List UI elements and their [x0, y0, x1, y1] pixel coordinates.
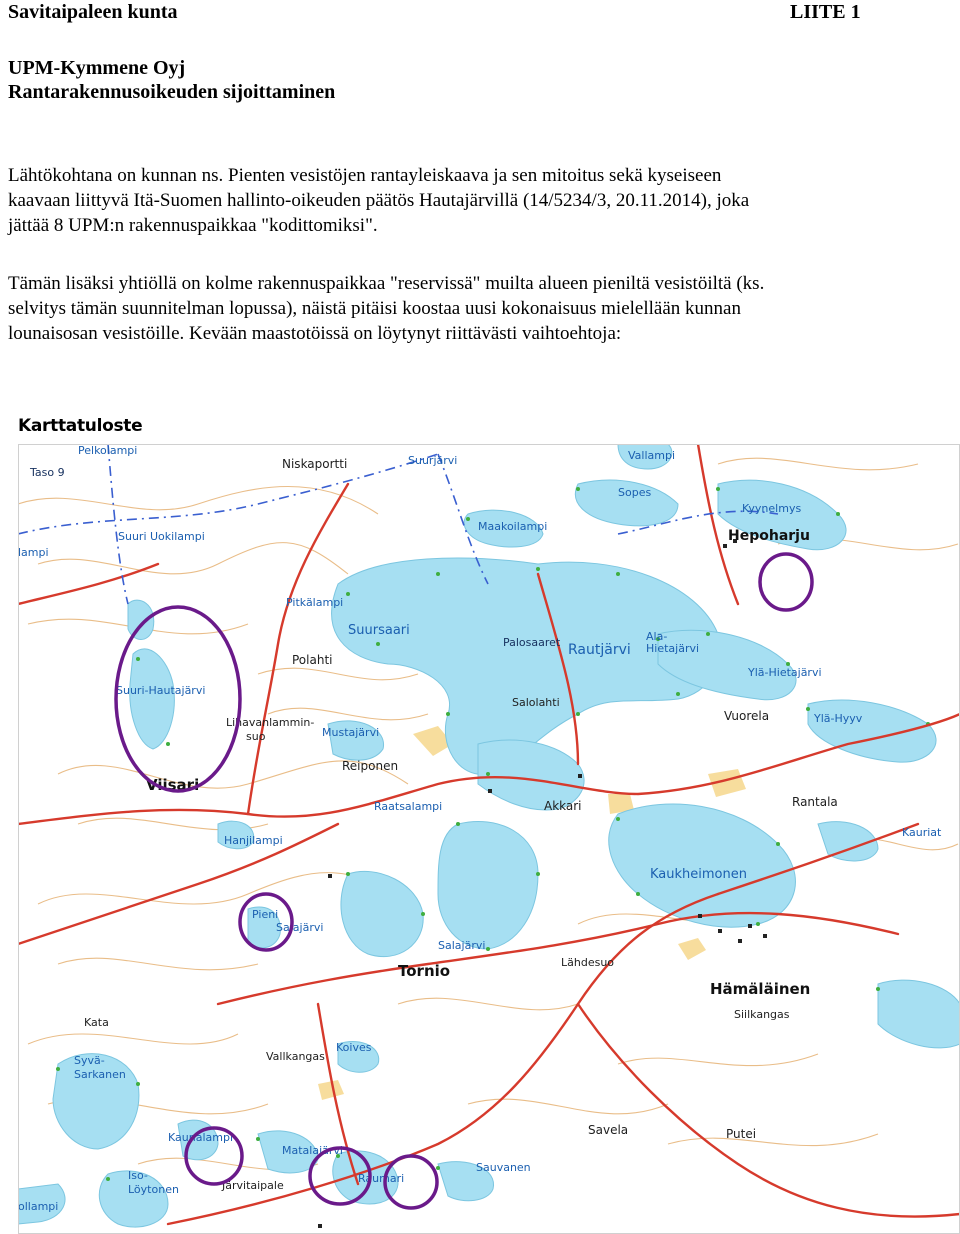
label-polahti: Polahti — [292, 653, 333, 667]
label-niskaportti: Niskaportti — [282, 457, 348, 471]
label-kaukheimonen: Kaukheimonen — [650, 867, 747, 882]
label-sauvanen: Sauvanen — [476, 1161, 531, 1174]
label-suursaari: Suursaari — [348, 623, 410, 638]
text-line: lounaisosan vesistöille. Kevään maastotöissä on löytynyt riittävästi vaihtoehtoja: — [8, 323, 622, 344]
label-pieni-2: Salajärvi — [276, 921, 324, 934]
intro-paragraph — [8, 163, 956, 238]
label-yla-hyva: Ylä-Hyyv — [814, 712, 863, 725]
label-salajarvi: Salajärvi — [438, 939, 486, 952]
label-lihavanlammin-1: Lihavanlammin- — [226, 716, 315, 729]
label-iso-2: Löytonen — [128, 1183, 179, 1196]
label-kaurial: Kauriat — [902, 826, 942, 839]
label-koives: Koives — [336, 1041, 372, 1054]
label-pitkalampi: Pitkälampi — [286, 596, 344, 609]
text-line: jättää 8 UPM:n rakennuspaikkaa "kodittomiksi". — [8, 215, 378, 236]
label-kyynelmys: Kyynelmys — [742, 502, 802, 515]
label-mustajarvi: Mustajärvi — [322, 726, 380, 739]
label-yla-hietajarvi: Ylä-Hietajärvi — [748, 666, 822, 679]
label-suurjarvi: Suurjärvi — [408, 454, 458, 467]
label-putei: Putei — [726, 1127, 757, 1141]
label-palosaaret: Palosaaret — [503, 636, 561, 649]
label-ala-hietajarvi-2: Hietajärvi — [646, 642, 700, 655]
label-savela: Savela — [588, 1123, 629, 1137]
label-lihavanlammin-2: suo — [246, 730, 266, 743]
appendix-label: LIITE 1 — [790, 1, 861, 23]
label-raumari: Raumari — [358, 1172, 405, 1185]
label-syva-1: Syvä- — [74, 1054, 105, 1067]
label-ala-hietajarvi-1: Ala- — [646, 630, 668, 643]
label-akkari: Akkari — [544, 799, 582, 813]
topographic-map — [18, 444, 960, 1234]
text-line: selvitys tämän suunnitelman lopussa), näistä pitäisi koostaa uusi kokonaisuus mielellään kunnan — [8, 298, 741, 319]
label-lahdesuo: Lähdesuo — [561, 956, 615, 969]
label-kaunalampi: Kaunalampi — [168, 1131, 233, 1144]
label-ollampi: ollampi — [18, 1200, 59, 1213]
label-rautjarvi: Rautjärvi — [568, 642, 631, 658]
text-line: Tämän lisäksi yhtiöllä on kolme rakennuspaikkaa "reservissä" muilta alueen pieniltä vesistöiltä (ks. — [8, 273, 765, 294]
map-printout-title: Karttatuloste — [18, 416, 143, 436]
label-hamalainen: Hämäläinen — [710, 980, 811, 998]
label-suuri-hautajarvi: Suuri-Hautajärvi — [116, 684, 206, 697]
label-siilkangas: Siilkangas — [734, 1008, 790, 1021]
label-iso-1: Iso- — [128, 1169, 148, 1182]
label-jarvitaipale: Järvitaipale — [222, 1179, 284, 1192]
label-raatsalampi: Raatsalampi — [374, 800, 443, 813]
label-hepoharju: Hepoharju — [728, 528, 810, 544]
label-kata: Kata — [84, 1016, 109, 1029]
reserve-paragraph — [8, 271, 956, 346]
label-suuri-uokilampi: Suuri Uokilampi — [118, 530, 205, 543]
municipality-name: Savitaipaleen kunta — [8, 1, 178, 23]
label-vallampi: Vallampi — [628, 449, 676, 462]
label-vuorela: Vuorela — [724, 709, 770, 723]
document-subject: Rantarakennusoikeuden sijoittaminen — [8, 81, 336, 103]
label-matalajarvi: Matalajärvi — [282, 1144, 343, 1157]
label-lampi: lampi — [18, 546, 49, 559]
label-pieni-1: Pieni — [252, 908, 279, 921]
label-maakoilampi: Maakoilampi — [478, 520, 548, 533]
label-viisari: Viisari — [146, 776, 200, 794]
label-sopes: Sopes — [618, 486, 652, 499]
label-reiponen: Reiponen — [342, 759, 399, 773]
label-salolahti: Salolahti — [512, 696, 560, 709]
label-tornio: Tornio — [398, 962, 451, 980]
map-level-label: Taso 9 — [30, 466, 65, 479]
label-syva-2: Sarkanen — [74, 1068, 126, 1081]
label-pelkolampi: Pelkolampi — [78, 444, 138, 457]
label-hanjilampi: Hanjilampi — [224, 834, 283, 847]
text-line: kaavaan liittyvä Itä-Suomen hallinto-oikeuden päätös Hautajärvillä (14/5234/3, 20.11.2014), joka — [8, 190, 750, 211]
label-vallkangas: Vallkangas — [266, 1050, 325, 1063]
label-rantala: Rantala — [792, 795, 838, 809]
text-line: Lähtökohtana on kunnan ns. Pienten vesistöjen rantayleiskaava ja sen mitoitus sekä kyseiseen — [8, 165, 722, 186]
company-name: UPM-Kymmene Oyj — [8, 57, 186, 79]
